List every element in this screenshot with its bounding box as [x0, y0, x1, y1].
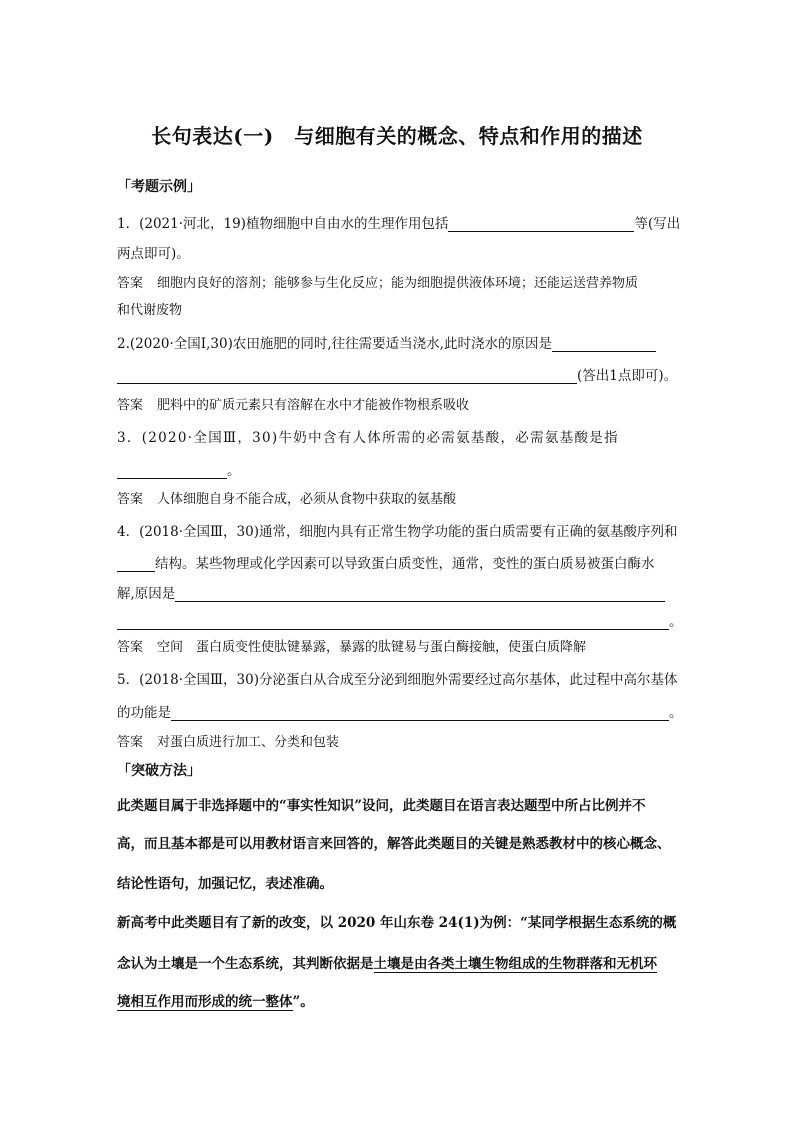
question-4-text-after: 结构。某些物理或化学因素可以导致蛋白质变性，通常，变性的蛋白质易被蛋白酶水	[155, 556, 655, 572]
question-4-line-4	[117, 610, 683, 630]
question-5-text: 的功能是	[117, 705, 171, 721]
question-3-text-after: 。	[227, 463, 241, 479]
method-paragraph-2-line-1: 新高考中此类题目有了新的改变，以 2020 年山东卷 24(1)为例：“某同学根据生态系统的概	[117, 915, 677, 931]
page-title: 长句表达(一) 与细胞有关的概念、特点和作用的描述	[151, 124, 643, 148]
question-2-line-2	[117, 364, 677, 384]
answer-label: 答案	[117, 735, 144, 750]
question-4-answer	[117, 636, 586, 655]
question-1-text-after: 等(写出	[634, 216, 681, 232]
question-1-line-1	[117, 212, 680, 232]
section-heading-method-text: 突破方法	[131, 763, 187, 779]
question-5-text-after: 。	[669, 705, 683, 721]
section-heading-examples-text: 考题示例	[131, 179, 187, 195]
method-paragraph-1-line-2: 高，而且基本都是可以用教材语言来回答的，解答此类题目的关键是熟悉教材中的核心概念、	[117, 836, 671, 852]
method-paragraph-2-line-3	[117, 990, 314, 1010]
question-4-text: 解,原因是	[117, 586, 176, 602]
answer-label: 答案	[117, 492, 144, 507]
question-1-answer-line-1	[117, 272, 638, 291]
question-2-text: 2.(2020·全国Ⅰ,30)农田施肥的同时,往往需要适当浇水,此时浇水的原因是	[117, 336, 552, 352]
method-text-after: ”。	[292, 994, 314, 1010]
question-1-text: 1．(2021·河北，19)植物细胞中自由水的生理作用包括	[117, 216, 449, 232]
section-heading-method: 「突破方法」	[117, 763, 201, 779]
answer-text: 肥料中的矿质元素只有溶解在水中才能被作物根系吸收	[157, 398, 470, 413]
method-underlined-text: 土壤是由各类土壤生物组成的生物群落和无机环	[373, 956, 657, 972]
answer-blank	[117, 464, 227, 479]
question-2-line-1	[117, 332, 656, 352]
answer-text: 空间 蛋白质变性使肽键暴露，暴露的肽键易与蛋白酶接触，使蛋白质降解	[157, 640, 587, 655]
answer-label: 答案	[117, 640, 144, 655]
question-5-line-2	[117, 701, 683, 721]
answer-blank	[552, 337, 656, 352]
question-2-answer	[117, 394, 469, 413]
question-4-line-1: 4．(2018·全国Ⅲ，30)通常，细胞内具有正常生物学功能的蛋白质需要有正确的氨基酸序列和	[117, 524, 678, 540]
answer-text: 细胞内良好的溶剂；能够参与生化反应；能为细胞提供液体环境；还能运送营养物质	[157, 276, 639, 291]
method-text: 念认为土壤是一个生态系统，其判断依据是	[117, 956, 374, 972]
answer-blank	[175, 587, 665, 602]
answer-blank	[117, 557, 155, 572]
answer-label: 答案	[117, 398, 144, 413]
method-paragraph-1-line-1: 此类题目属于非选择题中的“事实性知识”设问，此类题目在语言表达题型中所占比例并不	[117, 798, 646, 814]
question-5-answer	[117, 731, 339, 750]
question-4-line-2	[117, 552, 655, 572]
answer-blank	[448, 217, 634, 232]
answer-text: 人体细胞自身不能合成，必须从食物中获取的氨基酸	[157, 492, 457, 507]
question-5-line-1: 5．(2018·全国Ⅲ，30)分泌蛋白从合成至分泌到细胞外需要经过高尔基体，此过程中高尔基体	[117, 672, 678, 688]
question-3-answer	[117, 488, 456, 507]
answer-label: 答案	[117, 276, 144, 291]
question-1-line-2: 两点即可)。	[117, 246, 190, 262]
method-paragraph-2-line-2	[117, 952, 657, 972]
method-underlined-text: 境相互作用而形成的统一整体	[117, 994, 293, 1010]
question-3-line-1: 3．(2020·全国Ⅲ，30)牛奶中含有人体所需的必需氨基酸，必需氨基酸是指	[117, 430, 619, 446]
section-heading-examples: 「考题示例」	[117, 179, 201, 195]
answer-text: 对蛋白质进行加工、分类和包装	[157, 735, 340, 750]
method-paragraph-1-line-3: 结论性语句，加强记忆，表述准确。	[117, 876, 333, 892]
question-2-text-after: (答出1点即可)。	[577, 368, 678, 384]
question-4-line-3	[117, 582, 665, 602]
question-3-line-2	[117, 459, 241, 479]
question-1-answer-line-2: 和代谢废物	[117, 303, 183, 318]
answer-blank	[171, 706, 669, 721]
question-4-text-after: 。	[669, 614, 683, 630]
answer-blank	[117, 369, 577, 384]
answer-blank	[117, 615, 669, 630]
